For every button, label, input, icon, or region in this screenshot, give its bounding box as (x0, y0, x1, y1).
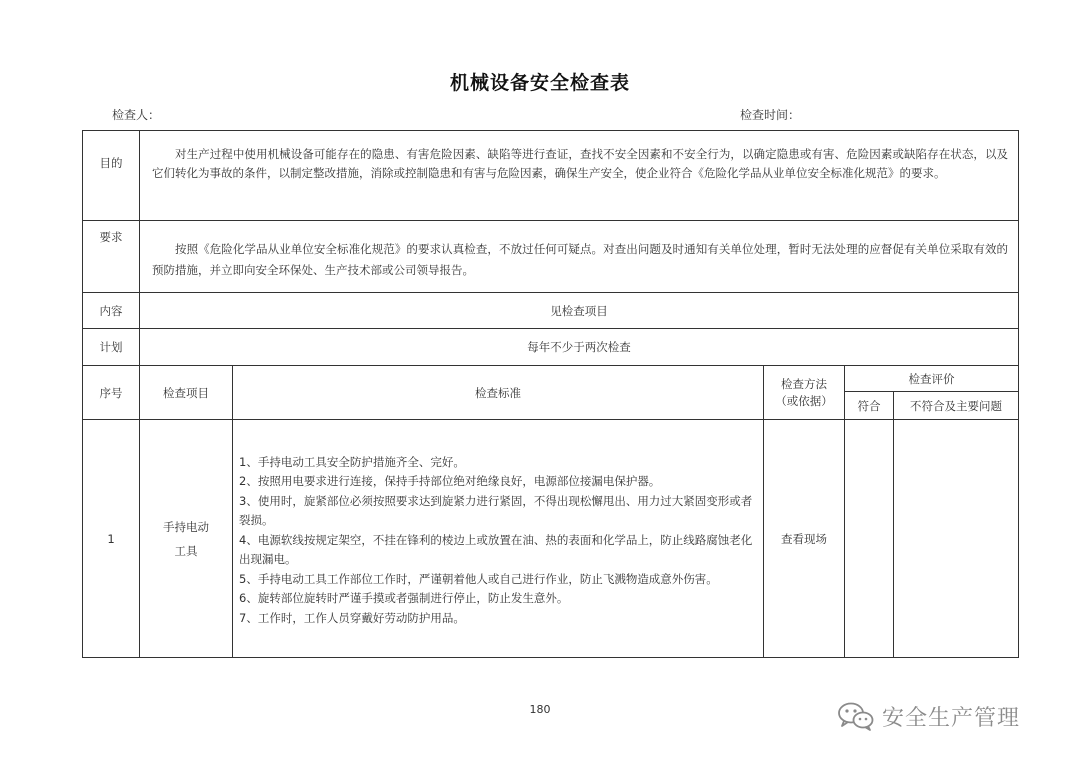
item-no: 1 (83, 420, 140, 658)
plan-text: 每年不少于两次检查 (140, 329, 1019, 366)
inspection-table (82, 130, 1019, 658)
requirement-label: 要求 (83, 221, 140, 293)
header-row (83, 366, 1019, 392)
requirement-row (83, 221, 1019, 293)
purpose-text: 对生产过程中使用机械设备可能存在的隐患、有害危险因素、缺陷等进行查证，查找不安全因素和不安全行为，以确定隐患或有害、危险因素或缺陷存在状态，以及它们转化为事故的条件，以制定整改措施，消除或控制隐患和有害与危险因素，确保生产安全，使企业符合《危险化学品从业单位安全标准化规范》的要求。 (140, 131, 1019, 221)
requirement-text: 按照《危险化学品从业单位安全标准化规范》的要求认真检查，不放过任何可疑点。对查出问题及时通知有关单位处理，暂时无法处理的应督促有关单位采取有效的预防措施，并立即向安全环保处、生产技术部或公司领导报告。 (140, 221, 1019, 293)
standard-5: 5、手持电动工具工作部位工作时，严谨朝着他人或自己进行作业，防止飞溅物造成意外伤害。 (239, 571, 718, 586)
content-label: 内容 (83, 293, 140, 329)
item-standards (233, 420, 764, 658)
inspection-time-label: 检查时间： (740, 108, 801, 122)
header-conform: 符合 (845, 392, 894, 420)
item-name-line1: 手持电动 (163, 519, 209, 534)
standard-7: 7、工作时，工作人员穿戴好劳动防护用品。 (239, 610, 465, 625)
content-row (83, 293, 1019, 329)
header-method (764, 366, 845, 420)
standard-1: 1、手持电动工具安全防护措施齐全、完好。 (239, 454, 465, 469)
inspector-label: 检查人： (112, 108, 161, 122)
header-standard: 检查标准 (233, 366, 764, 420)
standard-4: 4、电源软线按规定架空，不挂在锋利的棱边上或放置在油、热的表面和化学品上，防止线路腐蚀老化出现漏电。 (239, 532, 753, 567)
header-method-line1: 检查方法 (781, 376, 827, 391)
watermark (836, 700, 1020, 732)
item-name-line2: 工具 (174, 543, 198, 558)
item-conform-cell (845, 420, 894, 658)
header-nonconform: 不符合及主要问题 (894, 392, 1019, 420)
purpose-row (83, 131, 1019, 221)
plan-row (83, 329, 1019, 366)
header-no: 序号 (83, 366, 140, 420)
wechat-icon (836, 700, 876, 732)
item-row (83, 420, 1019, 658)
plan-label: 计划 (83, 329, 140, 366)
watermark-text: 安全生产管理 (882, 705, 1021, 731)
content-text: 见检查项目 (140, 293, 1019, 329)
document-title: 机械设备安全检查表 (449, 72, 630, 94)
standard-3: 3、使用时，旋紧部位必须按照要求达到旋紧力进行紧固，不得出现松懈甩出、用力过大紧固变形或者裂损。 (239, 493, 753, 528)
page-number: 180 (529, 703, 551, 716)
header-method-line2: （或依据） (775, 393, 833, 408)
standard-2: 2、按照用电要求进行连接，保持手持部位绝对绝缘良好，电源部位接漏电保护器。 (239, 474, 661, 489)
item-method: 查看现场 (764, 420, 845, 658)
header-evaluation: 检查评价 (845, 366, 1019, 392)
purpose-label: 目的 (83, 131, 140, 221)
item-nonconform-cell (894, 420, 1019, 658)
standard-6: 6、旋转部位旋转时严谨手摸或者强制进行停止，防止发生意外。 (239, 591, 569, 606)
header-item: 检查项目 (140, 366, 233, 420)
item-name (140, 420, 233, 658)
